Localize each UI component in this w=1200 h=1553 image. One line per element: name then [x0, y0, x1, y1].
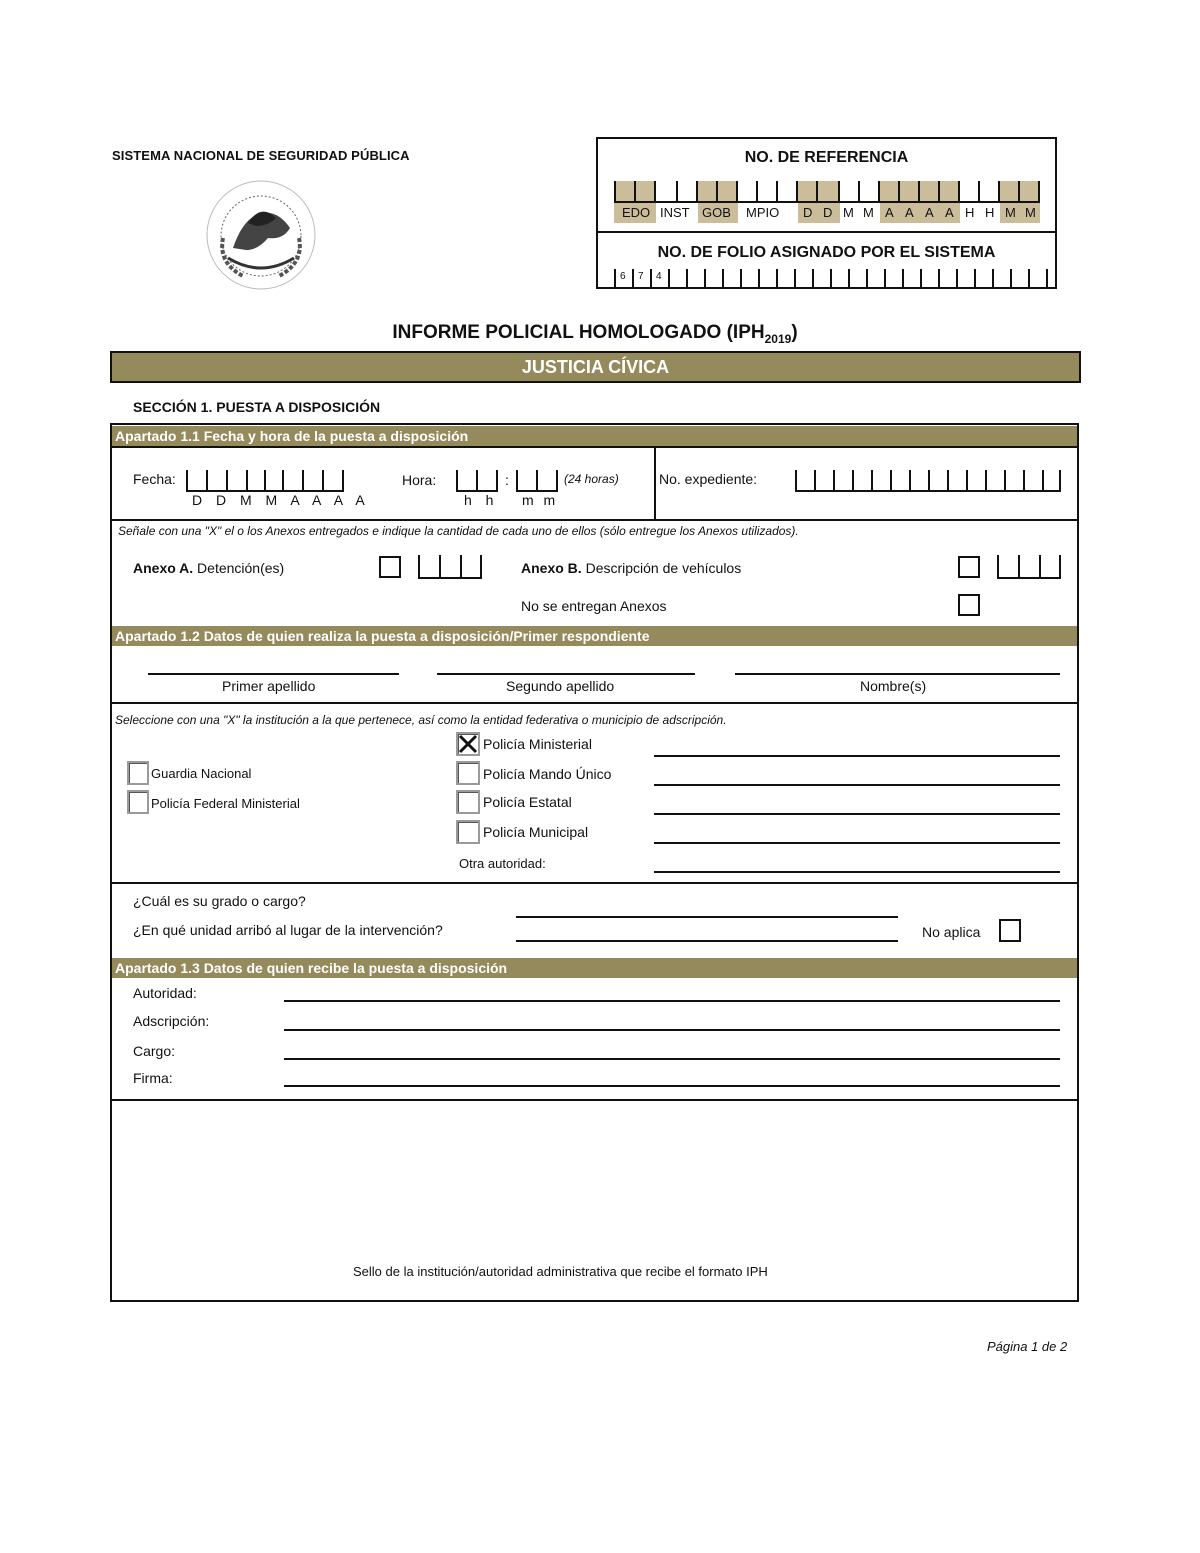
justicia-civica-banner: JUSTICIA CÍVICA [110, 351, 1081, 383]
policia-municipal-label: Policía Municipal [483, 824, 589, 840]
policia-estatal-checkbox[interactable] [456, 790, 480, 814]
fecha-input[interactable] [186, 470, 344, 492]
hora-24h-note: (24 horas) [564, 472, 619, 486]
policia-ministerial-line[interactable] [654, 755, 1060, 757]
apartado-1-3-header: Apartado 1.3 Datos de quien recibe la puesta a disposición [112, 958, 1077, 978]
policia-ministerial-checkbox[interactable] [456, 732, 480, 756]
hora-hh-format: h h [464, 492, 499, 508]
no-aplica-label: No aplica [922, 924, 981, 940]
ref-label-mm2: M [1022, 205, 1039, 220]
checked-x-icon [458, 734, 478, 754]
ref-label-edo: EDO [619, 205, 653, 220]
anexo-b-checkbox[interactable] [958, 556, 980, 578]
expediente-label: No. expediente: [659, 471, 758, 487]
fecha-label: Fecha: [133, 471, 176, 487]
mando-unico-checkbox[interactable] [456, 761, 480, 785]
nombres-label: Nombre(s) [860, 678, 927, 694]
anexo-a-label: Anexo A. Detención(es) [133, 560, 285, 576]
mando-unico-line[interactable] [654, 784, 1060, 786]
guardia-nacional-label: Guardia Nacional [151, 766, 252, 781]
primer-apellido-label: Primer apellido [222, 678, 316, 694]
unidad-line[interactable] [516, 940, 898, 942]
otra-autoridad-label: Otra autoridad: [459, 856, 546, 871]
anexo-a-quantity[interactable] [418, 555, 482, 579]
folio-digit-3: 4 [656, 271, 662, 282]
cargo-label: Cargo: [133, 1043, 176, 1059]
ref-label-a4: A [942, 205, 957, 220]
segundo-apellido-label: Segundo apellido [506, 678, 615, 694]
hora-mm-input[interactable] [516, 470, 558, 492]
policia-federal-checkbox[interactable] [127, 790, 149, 814]
firma-label: Firma: [133, 1070, 173, 1086]
unidad-question: ¿En qué unidad arribó al lugar de la intervención? [133, 922, 443, 938]
ref-label-mpio: MPIO [746, 205, 780, 220]
ref-label-a1: A [882, 205, 897, 220]
grado-line[interactable] [516, 916, 898, 918]
anexo-b-quantity[interactable] [997, 555, 1061, 579]
institucion-instruction: Seleccione con una "X" la institución a la que pertenece, así como la entidad federativa o municipio de adscripción. [115, 713, 727, 727]
hora-mm-format: m m [522, 492, 559, 508]
nombres-line[interactable] [735, 673, 1060, 675]
mando-unico-label: Policía Mando Único [483, 766, 612, 782]
section-1-title: SECCIÓN 1. PUESTA A DISPOSICIÓN [133, 399, 381, 415]
grado-question: ¿Cuál es su grado o cargo? [133, 893, 306, 909]
ref-label-a3: A [922, 205, 937, 220]
hora-separator: : [505, 472, 509, 488]
ref-label-m2: M [863, 205, 874, 220]
page-number: Página 1 de 2 [987, 1339, 1068, 1354]
no-aplica-checkbox[interactable] [999, 919, 1021, 942]
ref-label-d2: D [820, 205, 835, 220]
anexo-a-checkbox[interactable] [379, 556, 401, 578]
national-seal-logo [198, 178, 324, 292]
no-anexos-checkbox[interactable] [958, 594, 980, 616]
segundo-apellido-line[interactable] [437, 673, 695, 675]
system-title: SISTEMA NACIONAL DE SEGURIDAD PÚBLICA [112, 148, 410, 163]
adscripcion-label: Adscripción: [133, 1013, 210, 1029]
sello-caption: Sello de la institución/autoridad administrativa que recibe el formato IPH [353, 1264, 768, 1279]
guardia-nacional-checkbox[interactable] [127, 761, 149, 785]
no-anexos-label: No se entregan Anexos [521, 598, 667, 614]
hora-hh-input[interactable] [456, 470, 498, 492]
otra-autoridad-line[interactable] [654, 871, 1060, 873]
ref-label-h1: H [965, 205, 975, 220]
folio-digit-1: 6 [620, 271, 626, 282]
policia-estatal-label: Policía Estatal [483, 794, 572, 810]
expediente-input[interactable] [795, 470, 1061, 492]
autoridad-line[interactable] [284, 1000, 1060, 1002]
fecha-format: D D M M A A A A [192, 492, 370, 508]
reference-box [596, 137, 1057, 289]
ref-label-mm1: M [1002, 205, 1019, 220]
apartado-1-2-header: Apartado 1.2 Datos de quien realiza la puesta a disposición/Primer respondiente [112, 626, 1077, 646]
ref-label-a2: A [902, 205, 917, 220]
firma-line[interactable] [284, 1085, 1060, 1087]
reference-title: NO. DE REFERENCIA [744, 149, 909, 166]
policia-municipal-line[interactable] [654, 842, 1060, 844]
hora-label: Hora: [402, 472, 437, 488]
adscripcion-line[interactable] [284, 1029, 1060, 1031]
primer-apellido-line[interactable] [148, 673, 399, 675]
ref-label-gob: GOB [699, 205, 734, 220]
cargo-line[interactable] [284, 1058, 1060, 1060]
report-title: INFORME POLICIAL HOMOLOGADO $(IPH_{2019})$ [392, 322, 798, 346]
anexos-instruction: Señale con una "X" el o los Anexos entregados e indique la cantidad de cada uno de ellos (sólo entregue los Anexos utilizados). [118, 524, 799, 538]
ref-label-h2: H [985, 205, 995, 220]
policia-municipal-checkbox[interactable] [456, 820, 480, 844]
anexo-b-label: Anexo B. Descripción de vehículos [521, 560, 742, 576]
policia-estatal-line[interactable] [654, 813, 1060, 815]
folio-title: NO. DE FOLIO ASIGNADO POR EL SISTEMA [657, 244, 996, 261]
ref-label-d1: D [800, 205, 815, 220]
folio-digit-2: 7 [638, 271, 644, 282]
ref-label-m1: M [843, 205, 854, 220]
policia-ministerial-label: Policía Ministerial [483, 736, 592, 752]
autoridad-label: Autoridad: [133, 985, 197, 1001]
policia-federal-label: Policía Federal Ministerial [151, 796, 300, 811]
ref-label-inst: INST [660, 205, 690, 220]
apartado-1-1-header: Apartado 1.1 Fecha y hora de la puesta a disposición [112, 426, 1077, 446]
